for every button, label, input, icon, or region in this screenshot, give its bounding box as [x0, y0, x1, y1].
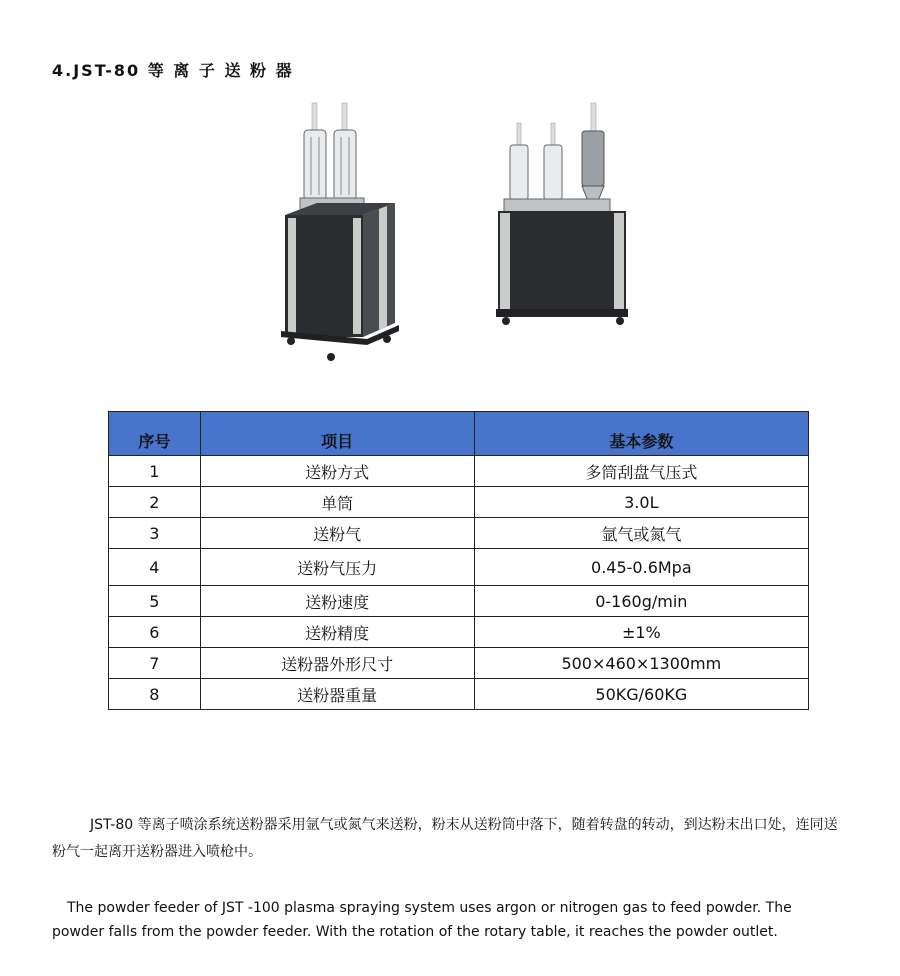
- cell-parameter: 50KG/60KG: [474, 679, 808, 710]
- cell-parameter: 0-160g/min: [474, 586, 808, 617]
- table-row: [109, 487, 809, 518]
- cell-item: 送粉器外形尺寸: [200, 648, 474, 679]
- cell-parameter: 500×460×1300mm: [474, 648, 808, 679]
- page-title: 4.JST-80 等 离 子 送 粉 器: [52, 61, 294, 80]
- table-row: [109, 617, 809, 648]
- cell-item: 送粉速度: [200, 586, 474, 617]
- cell-index: 7: [109, 648, 201, 679]
- table-row: [109, 456, 809, 487]
- cell-parameter: 氩气或氮气: [474, 518, 808, 549]
- table-header-row: [109, 412, 809, 456]
- table-row: [109, 586, 809, 617]
- cell-item: 送粉气压力: [200, 549, 474, 586]
- cell-item: 送粉精度: [200, 617, 474, 648]
- cell-parameter: 多筒刮盘气压式: [474, 456, 808, 487]
- cell-item: 送粉气: [200, 518, 474, 549]
- table-row: [109, 549, 809, 586]
- cell-index: 6: [109, 617, 201, 648]
- cell-index: 2: [109, 487, 201, 518]
- header-item: 项目: [200, 412, 474, 456]
- spec-table: [108, 411, 809, 710]
- cell-parameter: 3.0L: [474, 487, 808, 518]
- product-photo-three-hopper: [490, 95, 640, 330]
- header-parameter: 基本参数: [474, 412, 808, 456]
- cell-item: 送粉方式: [200, 456, 474, 487]
- cell-parameter: 0.45-0.6Mpa: [474, 549, 808, 586]
- cell-index: 5: [109, 586, 201, 617]
- cell-index: 8: [109, 679, 201, 710]
- product-photo-two-hopper: [275, 95, 405, 370]
- cell-index: 3: [109, 518, 201, 549]
- table-row: [109, 679, 809, 710]
- cell-index: 1: [109, 456, 201, 487]
- table-row: [109, 518, 809, 549]
- description-english: The powder feeder of JST -100 plasma spraying system uses argon or nitrogen gas to feed powder. The powder falls from the powder feeder. With the rotation of the rotary table, it reaches the powder outlet.: [52, 900, 792, 940]
- description-chinese: JST-80 等离子喷涂系统送粉器采用氩气或氮气来送粉，粉末从送粉筒中落下，随着转盘的转动，到达粉末出口处，连同送粉气一起离开送粉器进入喷枪中。: [52, 817, 838, 860]
- cell-item: 送粉器重量: [200, 679, 474, 710]
- cell-parameter: ±1%: [474, 617, 808, 648]
- cell-item: 单筒: [200, 487, 474, 518]
- header-index: 序号: [109, 412, 201, 456]
- table-row: [109, 648, 809, 679]
- cell-index: 4: [109, 549, 201, 586]
